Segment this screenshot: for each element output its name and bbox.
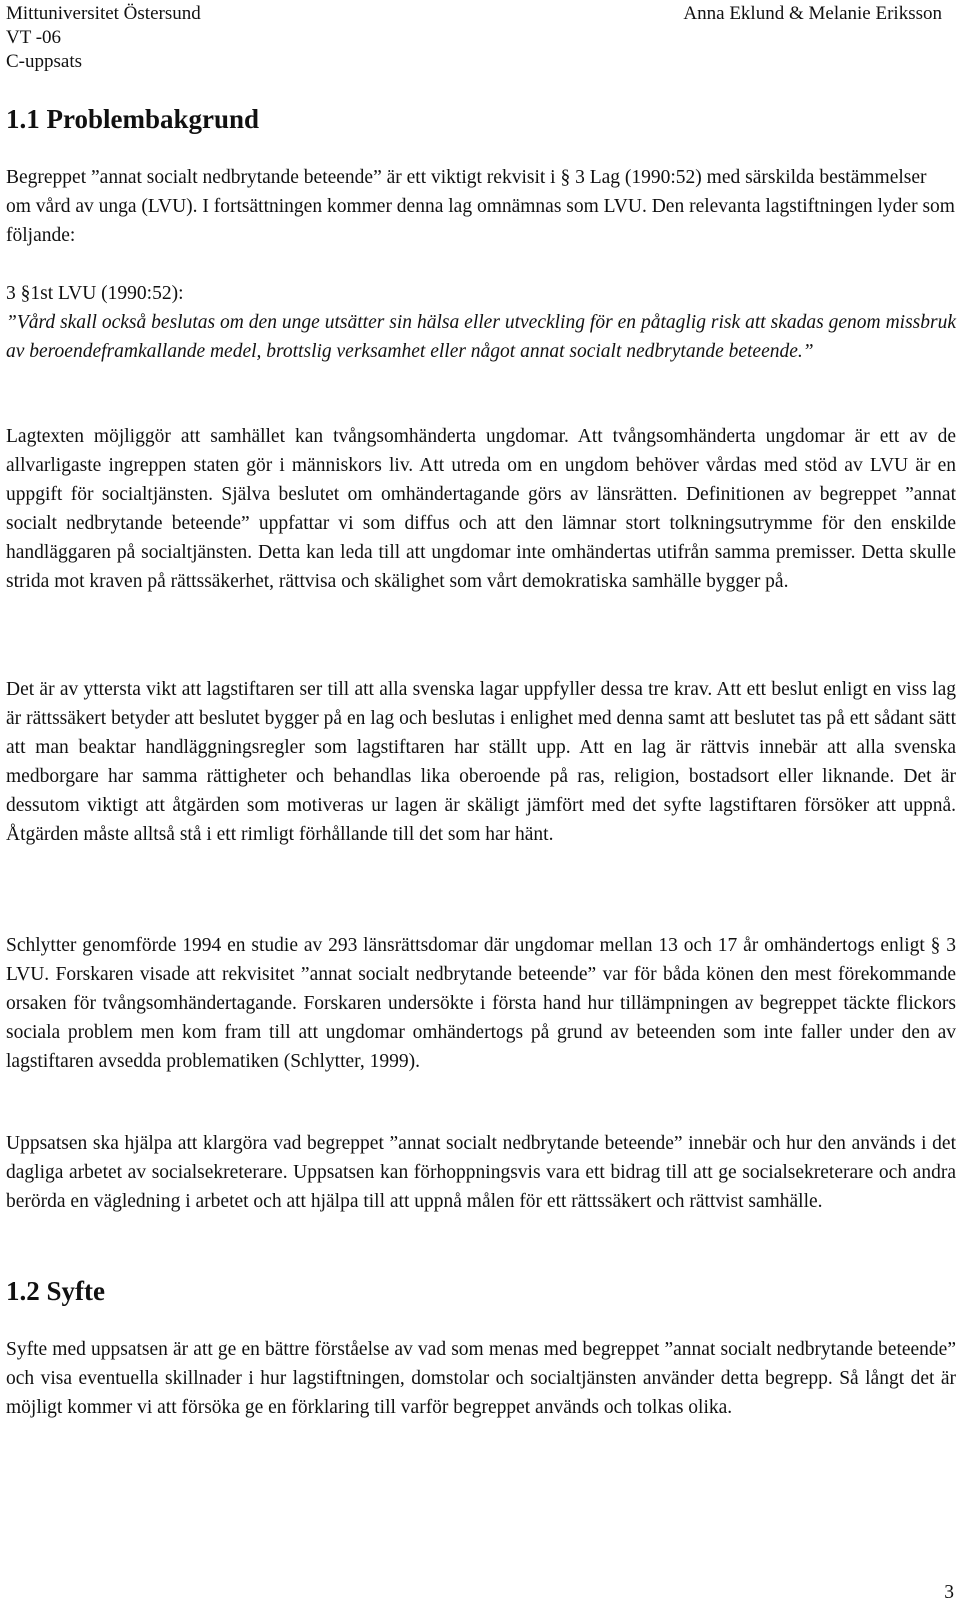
paragraph-uppsatsen: Uppsatsen ska hjälpa att klargöra vad begreppet ”annat socialt nedbrytande beteende” innebär och hur den används i det dagliga arbetet av socialsekreterare. Uppsatsen kan förhoppningsvis vara ett bidrag till att ge socialsekreterare och andra berörda en vägledning i arbetet och att hjälpa till att uppnå målen för ett rättssäkert och rättvist samhälle. (6, 1133, 956, 1212)
page-number: 3 (944, 1582, 954, 1603)
header-institution: Mittuniversitet Östersund (6, 3, 201, 24)
header-type: C-uppsats (6, 51, 82, 72)
paragraph-krav: Det är av yttersta vikt att lagstiftaren ser till att alla svenska lagar uppfyller dessa tre krav. Att ett beslut enligt en viss lag är rättssäkert betyder att beslutet bygger på en lag och beslutas i enlighet med denna samt att beslutet tas på ett sådant sätt att man beaktar handläggningsregler som lagstiftaren har ställt upp. Att en lag är rättvis innebär att alla svenska medborgare har samma rättigheter och behandlas lika oberoende på ras, religion, bostadsort eller liknande. Det är dessutom viktigt att åtgärden som motiveras ur lagen är skäligt jämfört med det syfte lagstiftaren försöker att uppnå. Åtgärden måste alltså stå i ett rimligt förhållande till det som har hänt. (6, 679, 956, 845)
paragraph-intro: Begreppet ”annat socialt nedbrytande beteende” är ett viktigt rekvisit i § 3 Lag (1990:52) med särskilda bestämmelser om vård av unga (LVU). I fortsättningen kommer denna lag omnämnas som LVU. Den relevanta lagstiftningen lyder som följande: (6, 167, 955, 246)
header-left (6, 2, 201, 74)
header-term: VT -06 (6, 27, 62, 48)
law-quote: ”Vård skall också beslutas om den unge utsätter sin hälsa eller utveckling för en påtaglig risk att skadas genom missbruk av beroendeframkallande medel, brottslig verksamhet eller något annat socialt nedbrytande beteende.” (6, 312, 956, 362)
paragraph-syfte: Syfte med uppsatsen är att ge en bättre förståelse av vad som menas med begreppet ”annat socialt nedbrytande beteende” och visa eventuella skillnader i hur lagstiftningen, domstolar och socialtjänsten använder detta begrepp. Så långt det är möjligt kommer vi att försöka ge en förklaring till varför begreppet används och tolkas olika. (6, 1339, 956, 1418)
section-heading-syfte: 1.2 Syfte (6, 1276, 105, 1306)
header-authors: Anna Eklund & Melanie Eriksson (683, 3, 942, 24)
paragraph-schlytter: Schlytter genomförde 1994 en studie av 293 länsrättsdomar där ungdomar mellan 13 och 17 år omhändertogs enligt § 3 LVU. Forskaren visade att rekvisitet ”annat socialt nedbrytande beteende” var för båda könen den mest förekommande orsaken för tvångsomhändertagande. Forskaren undersökte i första hand hur tillämpningen av begreppet täckte flickors sociala problem men kom fram till att ungdomar omhändertogs på grund av beteenden som inte faller under den av lagstiftaren avsedda problematiken (Schlytter, 1999). (6, 935, 956, 1072)
paragraph-lagtexten: Lagtexten möjliggör att samhället kan tvångsomhänderta ungdomar. Att tvångsomhänderta ungdomar är ett av de allvarligaste ingreppen staten gör i människors liv. Att utreda om en ungdom behöver vårdas med stöd av LVU är en uppgift för socialtjänsten. Själva beslutet om omhändertagande görs av länsrätten. Definitionen av begreppet ”annat socialt nedbrytande beteende” uppfattar vi som diffus och att den lämnar stort tolkningsutrymme för den enskilde handläggaren på socialtjänsten. Detta kan leda till att ungdomar inte omhändertas utifrån samma premisser. Detta skulle strida mot kraven på rättssäkerhet, rättvisa och skälighet som vårt demokratiska samhälle bygger på. (6, 426, 956, 592)
law-reference: 3 §1st LVU (1990:52): (6, 283, 184, 304)
section-heading-problembakgrund: 1.1 Problembakgrund (6, 104, 260, 134)
